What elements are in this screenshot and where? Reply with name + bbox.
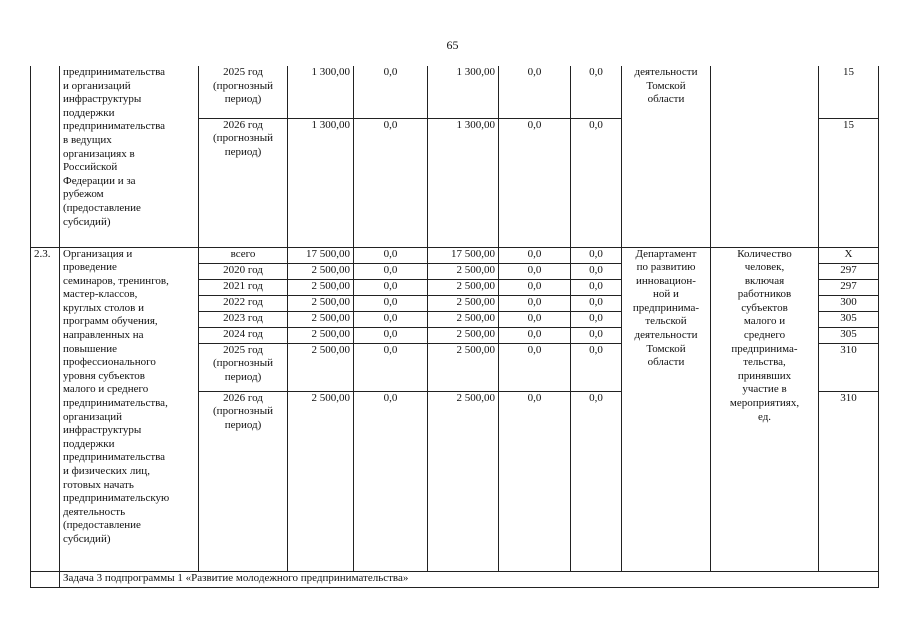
task-row bbox=[31, 571, 879, 587]
indicator-value-cell: 305 bbox=[819, 311, 879, 327]
indicator-name-cell bbox=[711, 66, 819, 247]
local-cell: 0,0 bbox=[499, 118, 571, 247]
total-cell: 2 500,00 bbox=[288, 391, 354, 571]
total-cell: 1 300,00 bbox=[288, 118, 354, 247]
total-cell: 2 500,00 bbox=[288, 279, 354, 295]
federal-cell: 0,0 bbox=[354, 311, 428, 327]
regional-cell: 1 300,00 bbox=[428, 66, 499, 118]
local-cell: 0,0 bbox=[499, 263, 571, 279]
row-number-cell bbox=[31, 66, 60, 247]
program-activities-table bbox=[30, 66, 879, 588]
regional-cell: 2 500,00 bbox=[428, 343, 499, 391]
local-cell: 0,0 bbox=[499, 327, 571, 343]
other-cell: 0,0 bbox=[571, 295, 622, 311]
year-cell: 2023 год bbox=[199, 311, 288, 327]
indicator-name-cell: Количество человек, включая работников субъектов малого и среднего предпринима- тельства, принявших участие в мероприятиях, ед. bbox=[711, 247, 819, 571]
other-cell: 0,0 bbox=[571, 343, 622, 391]
year-cell: 2025 год (прогнозный период) bbox=[199, 343, 288, 391]
year-cell: 2020 год bbox=[199, 263, 288, 279]
executor-cell: Департамент по развитию инновацион- ной и предпринима- тельской деятельности Томской области bbox=[622, 247, 711, 571]
total-cell: 2 500,00 bbox=[288, 263, 354, 279]
regional-cell: 2 500,00 bbox=[428, 279, 499, 295]
other-cell: 0,0 bbox=[571, 118, 622, 247]
federal-cell: 0,0 bbox=[354, 343, 428, 391]
total-cell: 2 500,00 bbox=[288, 295, 354, 311]
federal-cell: 0,0 bbox=[354, 391, 428, 571]
indicator-value-cell: Х bbox=[819, 247, 879, 263]
indicator-value-cell: 310 bbox=[819, 391, 879, 571]
regional-cell: 17 500,00 bbox=[428, 247, 499, 263]
table-row bbox=[31, 66, 879, 118]
other-cell: 0,0 bbox=[571, 311, 622, 327]
row-number-cell bbox=[31, 571, 60, 587]
regional-cell: 2 500,00 bbox=[428, 263, 499, 279]
regional-cell: 2 500,00 bbox=[428, 311, 499, 327]
other-cell: 0,0 bbox=[571, 247, 622, 263]
activity-description: Организация и проведение семинаров, тренингов, мастер-классов, круглых столов и программ обучения, направленных на повышение профессионального уровня субъектов малого и среднего предпринимательства, организаций инфраструктуры поддержки предпринимательства и физических лиц, готовых начать предпринимательскую деятельность (предоставление субсидий) bbox=[60, 247, 199, 571]
federal-cell: 0,0 bbox=[354, 295, 428, 311]
federal-cell: 0,0 bbox=[354, 263, 428, 279]
activity-description: предпринимательства и организаций инфраструктуры поддержки предпринимательства в ведущих организациях в Российской Федерации и за рубежом (предоставление субсидий) bbox=[60, 66, 199, 247]
indicator-value-cell: 15 bbox=[819, 118, 879, 247]
federal-cell: 0,0 bbox=[354, 279, 428, 295]
year-cell: 2024 год bbox=[199, 327, 288, 343]
regional-cell: 2 500,00 bbox=[428, 327, 499, 343]
local-cell: 0,0 bbox=[499, 279, 571, 295]
federal-cell: 0,0 bbox=[354, 66, 428, 118]
federal-cell: 0,0 bbox=[354, 327, 428, 343]
other-cell: 0,0 bbox=[571, 66, 622, 118]
local-cell: 0,0 bbox=[499, 66, 571, 118]
indicator-value-cell: 297 bbox=[819, 263, 879, 279]
federal-cell: 0,0 bbox=[354, 247, 428, 263]
local-cell: 0,0 bbox=[499, 295, 571, 311]
regional-cell: 1 300,00 bbox=[428, 118, 499, 247]
total-cell: 17 500,00 bbox=[288, 247, 354, 263]
page-number: 65 bbox=[446, 38, 459, 52]
indicator-value-cell: 300 bbox=[819, 295, 879, 311]
other-cell: 0,0 bbox=[571, 391, 622, 571]
other-cell: 0,0 bbox=[571, 263, 622, 279]
year-cell: всего bbox=[199, 247, 288, 263]
other-cell: 0,0 bbox=[571, 327, 622, 343]
year-cell: 2026 год (прогнозный период) bbox=[199, 391, 288, 571]
indicator-value-cell: 305 bbox=[819, 327, 879, 343]
federal-cell: 0,0 bbox=[354, 118, 428, 247]
total-cell: 2 500,00 bbox=[288, 327, 354, 343]
local-cell: 0,0 bbox=[499, 391, 571, 571]
local-cell: 0,0 bbox=[499, 311, 571, 327]
year-cell: 2026 год (прогнозный период) bbox=[199, 118, 288, 247]
task-title: Задача 3 подпрограммы 1 «Развитие молодежного предпринимательства» bbox=[60, 571, 879, 587]
total-cell: 2 500,00 bbox=[288, 311, 354, 327]
regional-cell: 2 500,00 bbox=[428, 391, 499, 571]
total-cell: 2 500,00 bbox=[288, 343, 354, 391]
indicator-value-cell: 310 bbox=[819, 343, 879, 391]
local-cell: 0,0 bbox=[499, 247, 571, 263]
total-cell: 1 300,00 bbox=[288, 66, 354, 118]
executor-cell: деятельности Томской области bbox=[622, 66, 711, 247]
year-cell: 2022 год bbox=[199, 295, 288, 311]
year-cell: 2025 год (прогнозный период) bbox=[199, 66, 288, 118]
indicator-value-cell: 297 bbox=[819, 279, 879, 295]
year-cell: 2021 год bbox=[199, 279, 288, 295]
local-cell: 0,0 bbox=[499, 343, 571, 391]
row-number-cell: 2.3. bbox=[31, 247, 60, 571]
indicator-value-cell: 15 bbox=[819, 66, 879, 118]
regional-cell: 2 500,00 bbox=[428, 295, 499, 311]
other-cell: 0,0 bbox=[571, 279, 622, 295]
table-row bbox=[31, 247, 879, 263]
